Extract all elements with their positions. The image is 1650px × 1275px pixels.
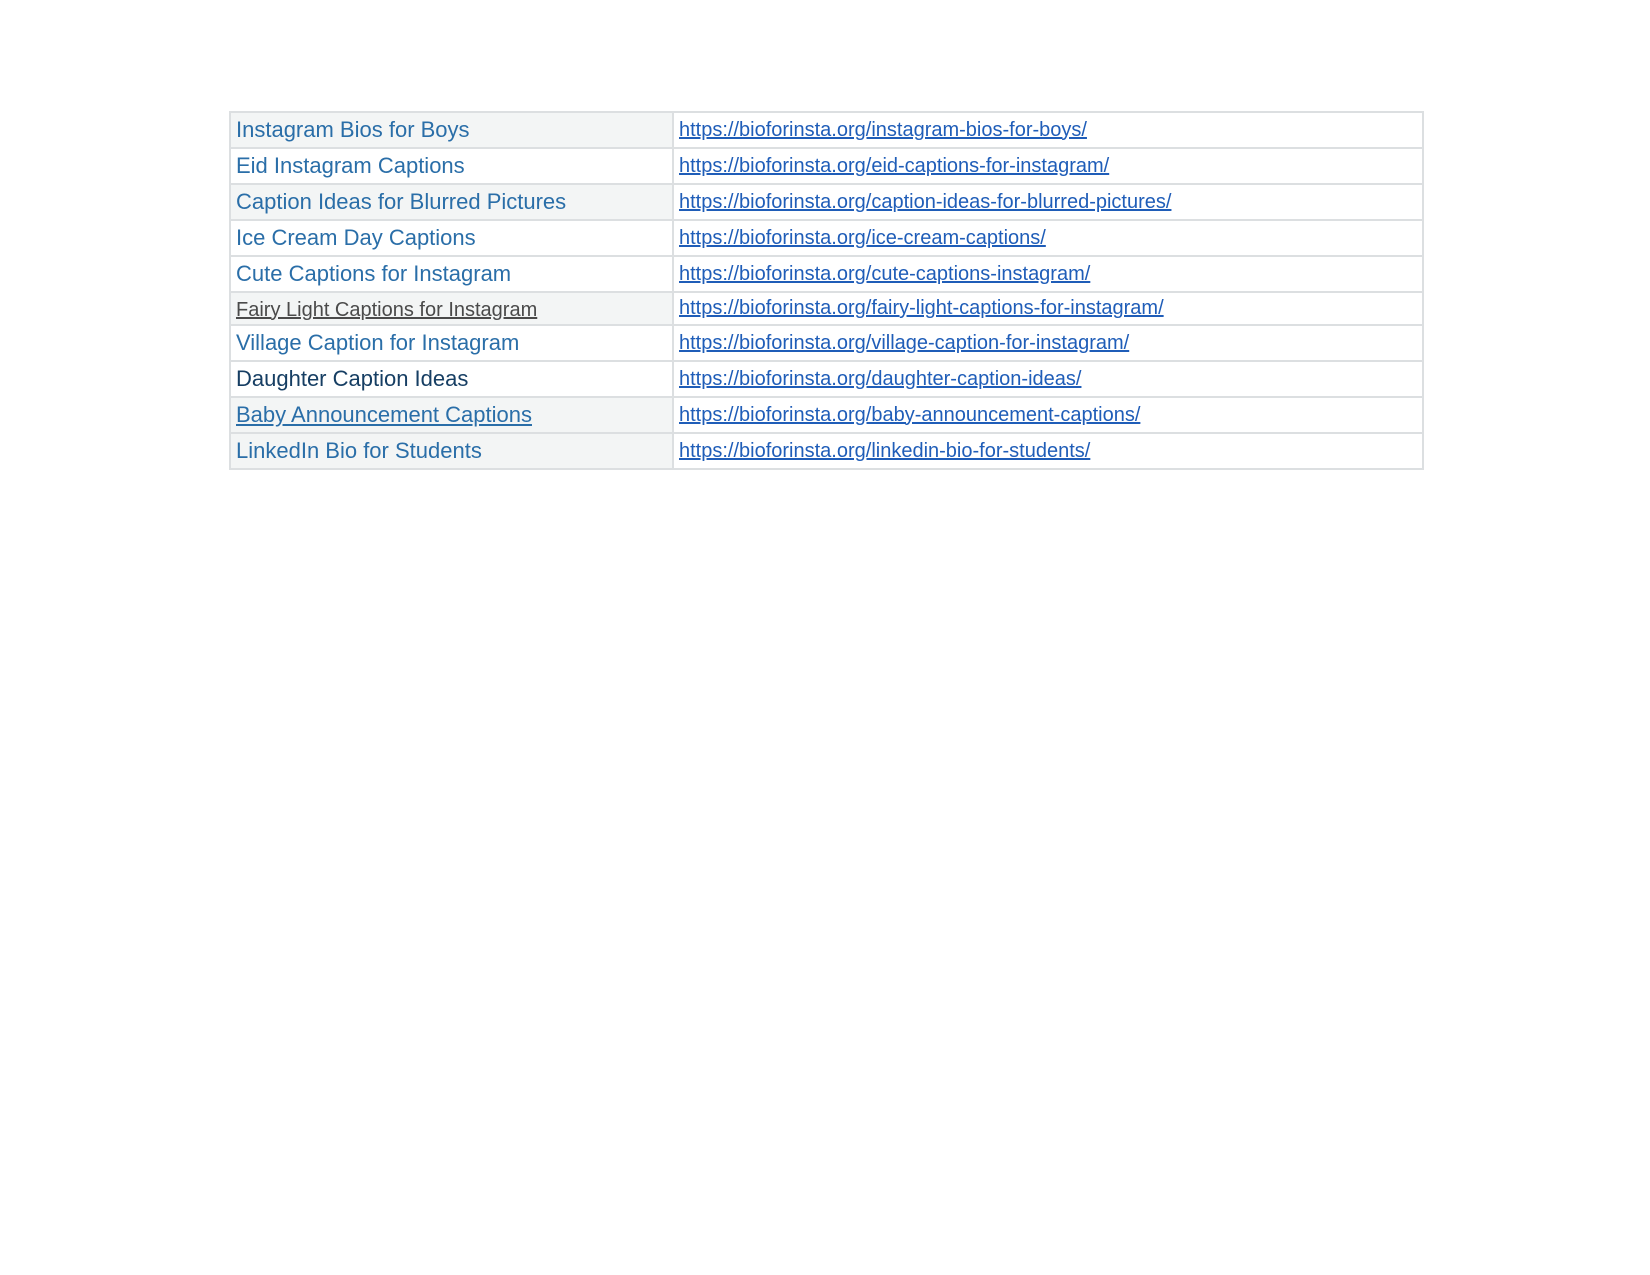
url-cell <box>673 184 1423 220</box>
table-row <box>230 148 1423 184</box>
title-text: Ice Cream Day Captions <box>236 225 476 250</box>
url-cell <box>673 433 1423 469</box>
table-row <box>230 433 1423 469</box>
url-link[interactable]: https://bioforinsta.org/eid-captions-for-instagram/ <box>679 154 1110 177</box>
title-text: Eid Instagram Captions <box>236 153 465 178</box>
url-cell <box>673 325 1423 361</box>
table-row <box>230 112 1423 148</box>
links-table <box>229 111 1424 470</box>
title-link[interactable]: Baby Announcement Captions <box>236 402 532 427</box>
title-cell <box>230 325 673 361</box>
url-link[interactable]: https://bioforinsta.org/village-caption-for-instagram/ <box>679 331 1130 354</box>
title-cell <box>230 397 673 433</box>
url-cell <box>673 361 1423 397</box>
title-cell <box>230 292 673 325</box>
title-text: Daughter Caption Ideas <box>236 366 469 391</box>
table-row <box>230 184 1423 220</box>
title-cell <box>230 148 673 184</box>
title-text: Instagram Bios for Boys <box>236 117 470 142</box>
title-cell <box>230 220 673 256</box>
url-link[interactable]: https://bioforinsta.org/ice-cream-captions/ <box>679 226 1046 249</box>
title-cell <box>230 112 673 148</box>
title-cell <box>230 433 673 469</box>
url-link[interactable]: https://bioforinsta.org/baby-announcement-captions/ <box>679 403 1141 426</box>
url-link[interactable]: https://bioforinsta.org/caption-ideas-for-blurred-pictures/ <box>679 190 1172 213</box>
title-text: Village Caption for Instagram <box>236 330 520 355</box>
url-cell <box>673 148 1423 184</box>
title-text: Caption Ideas for Blurred Pictures <box>236 189 567 214</box>
title-cell <box>230 184 673 220</box>
url-link[interactable]: https://bioforinsta.org/linkedin-bio-for-students/ <box>679 439 1091 462</box>
url-link[interactable]: https://bioforinsta.org/cute-captions-instagram/ <box>679 262 1091 285</box>
url-cell <box>673 112 1423 148</box>
table-row <box>230 256 1423 292</box>
table-row <box>230 220 1423 256</box>
url-cell <box>673 256 1423 292</box>
url-link[interactable]: https://bioforinsta.org/instagram-bios-for-boys/ <box>679 118 1087 141</box>
title-cell <box>230 361 673 397</box>
url-cell <box>673 397 1423 433</box>
table-row <box>230 325 1423 361</box>
title-text: Cute Captions for Instagram <box>236 261 512 286</box>
table-row <box>230 397 1423 433</box>
title-link[interactable]: Fairy Light Captions for Instagram <box>236 298 538 321</box>
url-link[interactable]: https://bioforinsta.org/fairy-light-captions-for-instagram/ <box>679 297 1164 319</box>
url-cell <box>673 220 1423 256</box>
table-row <box>230 361 1423 397</box>
title-cell <box>230 256 673 292</box>
table-row <box>230 292 1423 325</box>
title-text: LinkedIn Bio for Students <box>236 438 482 463</box>
url-link[interactable]: https://bioforinsta.org/daughter-caption-ideas/ <box>679 367 1082 390</box>
url-cell <box>673 292 1423 325</box>
